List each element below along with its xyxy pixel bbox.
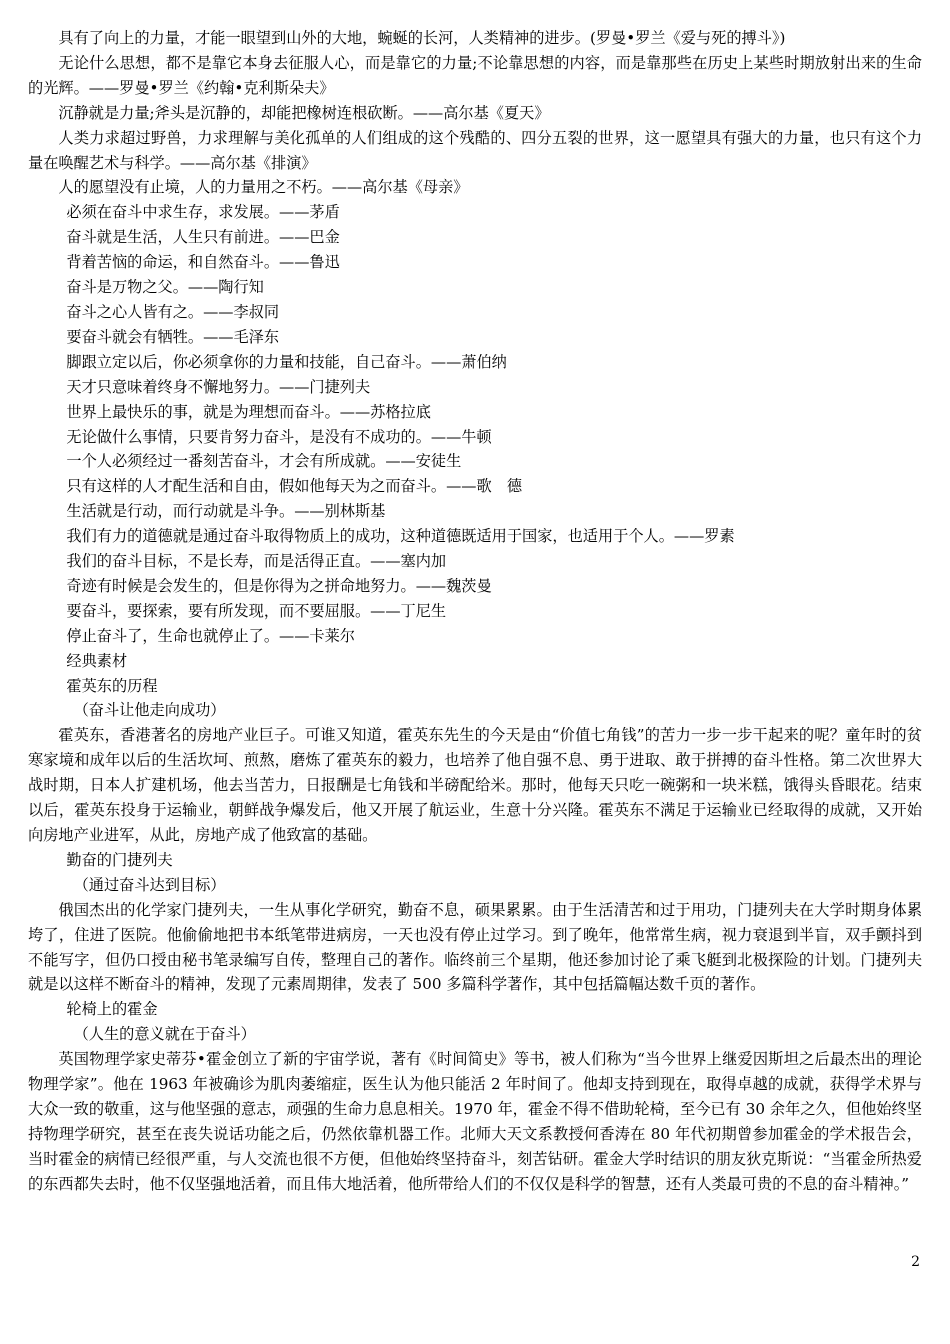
story-body: 霍英东，香港著名的房地产业巨子。可谁又知道，霍英东先生的今天是由“价值七角钱”的苦力一步一步干起来的呢？童年时的贫寒家境和成年以后的生活坎坷、煎熬，磨炼了霍英东的毅力，也培养了他自强不息、勇于进取、敢于拼搏的奋斗性格。第二次世界大战时期，日本人扩建机场，他去当苦力，日报酬是七角钱和半磅配给米。那时，他每天只吃一碗粥和一块米糕，饿得头昏眼花。结束以后，霍英东投身于运输业，朝鲜战争爆发后，他又开展了航运业，生意十分兴隆。霍英东不满足于运输业已经取得的成就，又开始向房地产业进军，从此，房地产成了他致富的基础。 — [28, 726, 922, 844]
quote-line: 背着苦恼的命运，和自然奋斗。——鲁迅 — [66, 253, 340, 272]
story-body: 英国物理学家史蒂芬•霍金创立了新的宇宙学说，著有《时间简史》等书，被人们称为“当今世界上继爱因斯坦之后最杰出的理论物理学家”。他在 1963 年被确诊为肌肉萎缩症，医生认为他只能活 2 年时间了。他却支持到现在，取得卓越的成就，获得学术界与大众一致的敬重，这与他坚强的意志，顽强的生命力息息相关。1970 年，霍金不得不借助轮椅，至今已有 30 余年之久，但他始终坚持物理学研究，甚至在丧失说话功能之后，仍然依靠机器工作。北师大天文系教授何香涛在 80 年代初期曾参加霍金的学术报告会，当时霍金的病情已经很严重，与人交流也很不方便，但他始终坚持奋斗，刻苦钻研。霍金大学时结识的朋友狄克斯说：“当霍金所热爱的东西都失去时，他不仅坚强地活着，而且伟大地活着，他所带给人们的不仅仅是科学的智慧，还有人类最可贵的不息的奋斗精神。” — [28, 1050, 922, 1193]
quote-line: 生活就是行动，而行动就是斗争。——别林斯基 — [66, 502, 386, 521]
quote-line: 奋斗就是生活，人生只有前进。——巴金 — [66, 228, 340, 247]
quote-line: 世界上最快乐的事，就是为理想而奋斗。——苏格拉底 — [66, 402, 431, 421]
document-page — [28, 26, 922, 1197]
story-title: 轮椅上的霍金 — [66, 1000, 158, 1019]
quote-line: 脚跟立定以后，你必须拿你的力量和技能，自己奋斗。——萧伯纳 — [66, 352, 507, 371]
quote-line: 奋斗是万物之父。——陶行知 — [66, 278, 264, 297]
quote-paragraph: 沉静就是力量;斧头是沉静的，却能把橡树连根砍断。——高尔基《夏天》 — [58, 103, 550, 122]
quote-line: 只有这样的人才配生活和自由，假如他每天为之而奋斗。——歌 德 — [66, 477, 523, 496]
quote-line: 停止奋斗了，生命也就停止了。——卡莱尔 — [66, 626, 355, 645]
page-number: 2 — [911, 1254, 920, 1270]
story-theme: （人生的意义就在于奋斗） — [73, 1025, 256, 1044]
quote-line: 一个人必须经过一番刻苦奋斗，才会有所成就。——安徒生 — [66, 452, 462, 471]
quote-line: 天才只意味着终身不懈地努力。——门捷列夫 — [66, 377, 371, 396]
quote-paragraph: 人类力求超过野兽，力求理解与美化孤单的人们组成的这个残酷的、四分五裂的世界，这一愿望具有强大的力量，也只有这个力量在唤醒艺术与科学。——高尔基《排演》 — [28, 128, 922, 172]
story-theme: （奋斗让他走向成功） — [73, 701, 226, 720]
quote-line: 要奋斗，要探索，要有所发现，而不要屈服。——丁尼生 — [66, 601, 447, 620]
quote-line: 无论做什么事情，只要肯努力奋斗，是没有不成功的。——牛顿 — [66, 427, 492, 446]
quote-line: 奇迹有时候是会发生的，但是你得为之拼命地努力。——魏茨曼 — [66, 576, 492, 595]
story-body: 俄国杰出的化学家门捷列夫，一生从事化学研究，勤奋不息，硕果累累。由于生活清苦和过于用功，门捷列夫在大学时期身体累垮了，住进了医院。他偷偷地把书本纸笔带进病房，一天也没有停止过学习。到了晚年，他常常生病，视力衰退到半盲，双手颤抖到不能写字，但仍口授由秘书笔录编写自传，整理自己的著作。临终前三个星期，他还参加讨论了乘飞艇到北极探险的计划。门捷列夫就是以这样不断奋斗的精神，发现了元素周期律，发表了 500 多篇科学著作，其中包括篇幅达数千页的著作。 — [28, 900, 922, 994]
quote-line: 要奋斗就会有牺牲。——毛泽东 — [66, 327, 280, 346]
quote-paragraph: 无论什么思想，都不是靠它本身去征服人心，而是靠它的力量;不论靠思想的内容，而是靠那些在历史上某些时期放射出来的生命的光辉。——罗曼•罗兰《约翰•克利斯朵夫》 — [28, 53, 922, 97]
story-title: 霍英东的历程 — [66, 676, 158, 695]
quote-line: 奋斗之心人皆有之。——李叔同 — [66, 302, 280, 321]
story-theme: （通过奋斗达到目标） — [73, 875, 226, 894]
quote-paragraph: 具有了向上的力量，才能一眼望到山外的大地，蜿蜒的长河，人类精神的进步。(罗曼•罗兰《爱与死的搏斗》) — [58, 29, 786, 47]
quote-line: 必须在奋斗中求生存，求发展。——茅盾 — [66, 203, 340, 222]
section-heading: 经典素材 — [66, 651, 128, 670]
quote-line: 我们的奋斗目标，不是长寿，而是活得正直。——塞内加 — [66, 552, 447, 571]
quote-paragraph: 人的愿望没有止境，人的力量用之不朽。——高尔基《母亲》 — [58, 178, 469, 197]
quote-line: 我们有力的道德就是通过奋斗取得物质上的成功，这种道德既适用于国家，也适用于个人。——罗素 — [66, 527, 735, 546]
story-title: 勤奋的门捷列夫 — [66, 850, 173, 869]
